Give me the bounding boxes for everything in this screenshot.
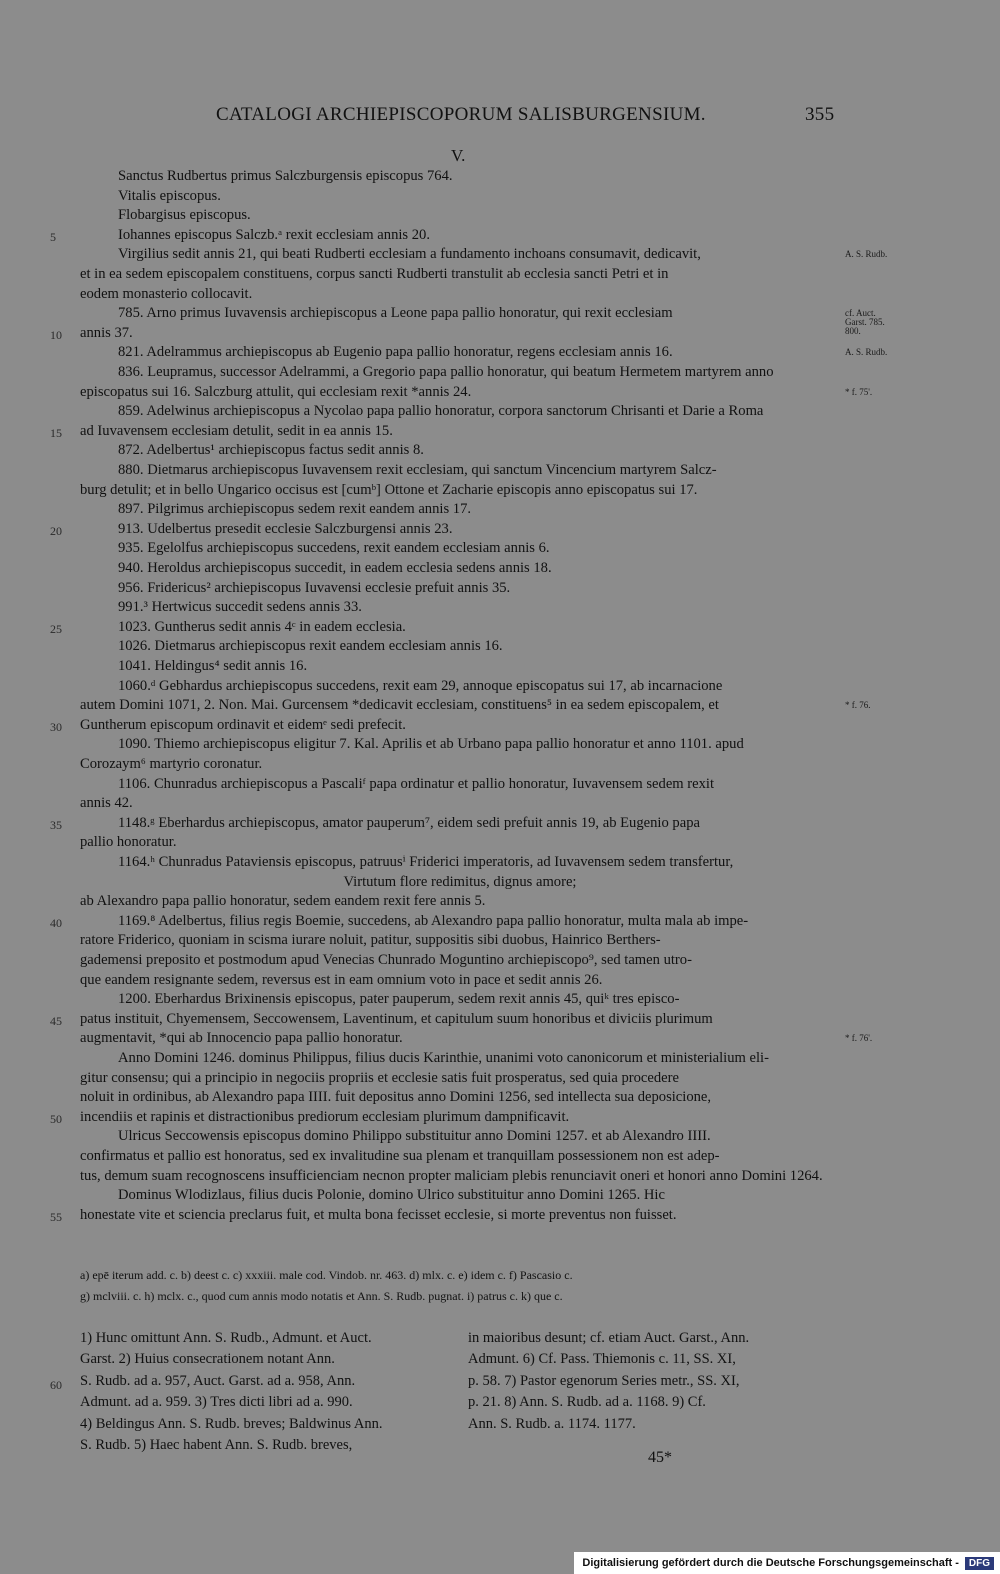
text-line: Ulricus Seccowensis episcopus domino Philippo substituitur anno Domini 1257. et ab Alexandro IIII. xyxy=(118,1128,711,1145)
text-line: 1148.ᵍ Eberhardus archiepiscopus, amator pauperum⁷, eidem sedi prefuit annis 19, ab Eugenio papa xyxy=(118,814,700,831)
margin-note: * f. 76'. xyxy=(845,1033,873,1044)
page-number: 355 xyxy=(805,104,835,125)
margin-note: * f. 75'. xyxy=(845,386,873,397)
text-line: 1200. Eberhardus Brixinensis episcopus, pater pauperum, sedem rexit annis 45, quiᵏ tres episco- xyxy=(118,991,680,1008)
line-number: 40 xyxy=(50,915,62,930)
dfg-logo: DFG xyxy=(965,1557,994,1570)
text-line: 872. Adelbertus¹ archiepiscopus factus sedit annis 8. xyxy=(118,442,424,459)
line-number: 20 xyxy=(50,523,62,538)
margin-note: A. S. Rudb. xyxy=(845,249,888,260)
line-number: 15 xyxy=(50,425,62,440)
footnote-line: S. Rudb. ad a. 957, Auct. Garst. ad a. 958, Ann. xyxy=(80,1372,356,1389)
text-line: annis 42. xyxy=(80,795,133,812)
text-line: Corozaym⁶ martyrio coronatur. xyxy=(80,756,263,772)
line-number: 30 xyxy=(50,719,62,734)
text-line: 836. Leupramus, successor Adelrammi, a Gregorio papa pallio honoratur, qui beatum Hermetem martyrem anno xyxy=(118,364,774,380)
text-line: patus instituit, Chyemensem, Seccowensem, Laventinum, et capitulum suum honoribus et diviciis plurimum xyxy=(80,1010,713,1027)
footnotes-right-column xyxy=(468,1328,749,1435)
text-line: gitur consensu; qui a principio in negociis propriis et ecclesie satis fuit prosperatus, sed quia procedere xyxy=(80,1069,679,1086)
footnote-line: Admunt. 6) Cf. Pass. Thiemonis c. 11, SS. XI, xyxy=(468,1351,736,1368)
footnote-line: Ann. S. Rudb. a. 1174. 1177. xyxy=(468,1415,636,1432)
line-number: 10 xyxy=(50,327,62,342)
footnote-line: Admunt. ad a. 959. 3) Tres dicti libri ad a. 990. xyxy=(80,1394,353,1411)
text-line: que eandem resignante sedem, reversus est in eam omnium voto in pace et sedit annis 26. xyxy=(80,971,603,988)
text-line: ab Alexandro papa pallio honoratur, sedem eandem rexit fere annis 5. xyxy=(80,893,486,910)
line-number: 5 xyxy=(50,229,56,244)
line-number: 50 xyxy=(50,1111,62,1126)
text-line: Virtutum flore redimitus, dignus amore; xyxy=(343,873,577,890)
dfg-footer-bar xyxy=(574,1552,1000,1574)
footnote-line: p. 21. 8) Ann. S. Rudb. ad a. 1168. 9) Cf. xyxy=(468,1394,706,1411)
footnote-line: in maioribus desunt; cf. etiam Auct. Garst., Ann. xyxy=(468,1330,750,1346)
line-number: 35 xyxy=(50,817,62,832)
text-line: Anno Domini 1246. dominus Philippus, filius ducis Karinthie, unanimi voto canonicorum et ministerialium eli- xyxy=(118,1050,769,1066)
footnote-line: 4) Beldingus Ann. S. Rudb. breves; Baldwinus Ann. xyxy=(80,1415,383,1432)
line-number: 45 xyxy=(50,1013,62,1028)
text-line: 1023. Guntherus sedit annis 4ᶜ in eadem ecclesia. xyxy=(118,618,406,635)
text-line: 1106. Chunradus archiepiscopus a Pascaliᶠ papa ordinatur et pallio honoratur, Iuvavensem sedem rexit xyxy=(118,775,715,792)
text-line: augmentavit, *qui ab Innocencio papa pallio honoratur. xyxy=(80,1030,403,1047)
footnote-line: S. Rudb. 5) Haec habent Ann. S. Rudb. breves, xyxy=(80,1437,353,1454)
text-line: 935. Egelolfus archiepiscopus succedens, rexit eandem ecclesiam annis 6. xyxy=(118,540,550,557)
text-line: eodem monasterio collocavit. xyxy=(80,285,253,302)
text-line: Iohannes episcopus Salczb.ᵃ rexit ecclesiam annis 20. xyxy=(118,226,430,243)
text-line: honestate vite et sciencia preclarus fuit, et multa bona fecisset ecclesie, si morte preventus non fuisset. xyxy=(80,1206,677,1223)
text-line: pallio honoratur. xyxy=(80,834,177,851)
text-line: 821. Adelrammus archiepiscopus ab Eugenio papa pallio honoratur, regens ecclesiam annis 16. xyxy=(118,344,673,361)
text-line: 1169.⁸ Adelbertus, filius regis Boemie, succedens, ab Alexandro papa pallio honoratur, multa mala ab impe- xyxy=(118,912,749,929)
text-line: 991.³ Hertwicus succedit sedens annis 33. xyxy=(118,599,362,616)
text-line: 913. Udelbertus presedit ecclesie Salczburgensi annis 23. xyxy=(118,520,453,537)
line-number: 55 xyxy=(50,1209,62,1224)
text-line: episcopatus sui 16. Salczburg attulit, qui ecclesiam rexit *annis 24. xyxy=(80,383,472,400)
margin-note: cf. Auct. Garst. 785. 800. xyxy=(845,308,885,337)
text-line: burg detulit; et in bello Ungarico occisus est [cumᵇ] Ottone et Zacharie episcopis anno episcopatus sui 17. xyxy=(80,481,698,498)
footnote-line: 1) Hunc omittunt Ann. S. Rudb., Admunt. et Auct. xyxy=(80,1330,372,1346)
text-line: 940. Heroldus archiepiscopus succedit, in eadem ecclesia sedens annis 18. xyxy=(118,560,552,576)
apparatus-line-1: a) epē iterum add. c. b) deest c. c) xxxiii. male cod. Vindob. nr. 463. d) mlx. c. e) idem c. f) Pascasio c. xyxy=(80,1268,573,1282)
text-line: 1060.ᵈ Gebhardus archiepiscopus succedens, rexit eam 29, annoque episcopatus sui 17, ab incarnacione xyxy=(118,677,723,694)
text-line: 1164.ʰ Chunradus Pataviensis episcopus, patruusⁱ Friderici imperatoris, ad Iuvavensem sedem transfertur, xyxy=(118,854,734,870)
section-number: V. xyxy=(451,146,466,165)
text-line: tus, demum suam recognoscens insufficienciam necnon propter maliciam plebis renunciavit oneri et honori anno Domini 1264. xyxy=(80,1167,823,1184)
margin-note: A. S. Rudb. xyxy=(845,347,888,358)
running-title: CATALOGI ARCHIEPISCOPORUM SALISBURGENSIUM. xyxy=(216,104,706,125)
text-line: 1041. Heldingus⁴ sedit annis 16. xyxy=(118,658,308,674)
text-line: confirmatus et pallio est honoratus, sed ex invalitudine sua plenam et tranquillam possessionem non est adep- xyxy=(80,1148,720,1164)
footnote-line: p. 58. 7) Pastor egenorum Series metr., SS. XI, xyxy=(468,1372,740,1389)
signature-mark: 45* xyxy=(648,1449,672,1466)
text-line: 880. Dietmarus archiepiscopus Iuvavensem rexit ecclesiam, qui sanctum Vincencium martyrem Salcz- xyxy=(118,462,717,478)
text-line: Flobargisus episcopus. xyxy=(118,207,251,224)
margin-note: * f. 76. xyxy=(845,700,871,711)
text-line: 897. Pilgrimus archiepiscopus sedem rexit eandem annis 17. xyxy=(118,501,472,518)
text-line: autem Domini 1071, 2. Non. Mai. Gurcensem *dedicavit ecclesiam, constituens⁵ in ea sedem episcopalem, et xyxy=(80,697,719,714)
text-line: 956. Fridericus² archiepiscopus Iuvavensi ecclesie prefuit annis 35. xyxy=(118,579,511,596)
text-line: 1026. Dietmarus archiepiscopus rexit eandem ecclesiam annis 16. xyxy=(118,638,503,655)
text-line: Vitalis episcopus. xyxy=(118,187,221,204)
apparatus-line-2: g) mclviii. c. h) mclx. c., quod cum annis modo notatis et Ann. S. Rudb. pugnat. i) patrus c. k) que c. xyxy=(80,1289,563,1303)
text-line: gademensi preposito et postmodum apud Venecias Chunrado Moguntino archiepiscopo⁹, sed tamen utro- xyxy=(80,952,692,968)
text-line: 1090. Thiemo archiepiscopus eligitur 7. Kal. Aprilis et ab Urbano papa pallio honoratur et anno 1101. apud xyxy=(118,736,744,753)
footnotes-left-column xyxy=(80,1328,383,1456)
text-line: ad Iuvavensem ecclesiam detulit, sedit in ea annis 15. xyxy=(80,422,393,439)
text-line: 859. Adelwinus archiepiscopus a Nycolao papa pallio honoratur, corpora sanctorum Chrisanti et Darie a Roma xyxy=(118,403,764,420)
footnote-line: Garst. 2) Huius consecrationem notant Ann. xyxy=(80,1351,335,1368)
text-line: Virgilius sedit annis 21, qui beati Rudberti ecclesiam a fundamento inchoans consumavit, dedicavit, xyxy=(118,246,701,263)
text-line: 785. Arno primus Iuvavensis archiepiscopus a Leone papa pallio honoratur, qui rexit ecclesiam xyxy=(118,305,673,322)
text-line: incendiis et rapinis et distractionibus prediorum ecclesiam plurimum dampnificavit. xyxy=(80,1108,570,1125)
footer-text: Digitalisierung gefördert durch die Deutsche Forschungsgemeinschaft - xyxy=(582,1557,959,1569)
text-line: Dominus Wlodizlaus, filius ducis Polonie, domino Ulrico substituitur anno Domini 1265. Hic xyxy=(118,1187,665,1204)
text-line: noluit in ordinibus, ab Alexandro papa IIII. fuit depositus anno Domini 1256, sed intellecta sua deposicione, xyxy=(80,1089,712,1106)
line-number: 25 xyxy=(50,621,62,636)
text-line: ratore Friderico, quoniam in scisma iurare noluit, patitur, suppositis sibi duobus, Hainrico Berthers- xyxy=(80,932,661,949)
text-line: et in ea sedem episcopalem constituens, corpus sancti Rudberti transtulit ab ecclesia sancti Petri et in xyxy=(80,266,669,282)
text-line: annis 37. xyxy=(80,324,133,341)
line-number: 60 xyxy=(50,1378,62,1392)
text-line: Sanctus Rudbertus primus Salczburgensis episcopus 764. xyxy=(118,168,453,184)
text-line: Guntherum episcopum ordinavit et eidemᵉ sedi prefecit. xyxy=(80,716,406,733)
